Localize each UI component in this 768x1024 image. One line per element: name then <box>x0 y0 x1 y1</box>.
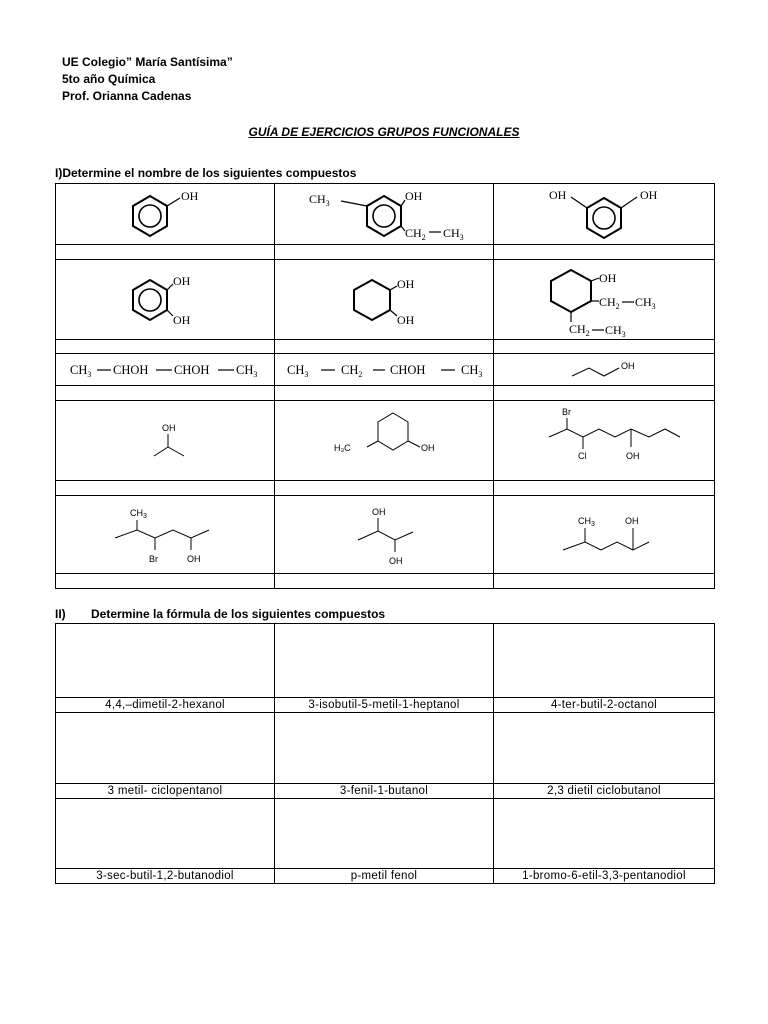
structure-resorcinol <box>494 184 715 245</box>
svg-text:OH: OH <box>187 553 201 564</box>
label-ch2: $CH_2$ <box>569 321 590 338</box>
answer-cell[interactable] <box>494 481 715 496</box>
structure-bromo-chloro-octanol <box>494 401 715 481</box>
page-title: GUÍA DE EJERCICIOS GRUPOS FUNCIONALES <box>248 125 520 139</box>
formula-answer-cell[interactable] <box>275 713 494 784</box>
compound-name: 3 metil- ciclopentanol <box>56 784 275 799</box>
label-ch3: $CH_3$ <box>309 192 330 208</box>
svg-text:CH3: $CH_3$ <box>130 507 147 520</box>
answer-cell[interactable] <box>56 481 275 496</box>
label-oh: OH <box>549 188 567 202</box>
structure-butanediol-condensed <box>56 354 275 386</box>
svg-text:CH3: $CH_3$ <box>69 362 91 379</box>
formula-answer-cell[interactable] <box>275 624 494 698</box>
svg-text:OH: OH <box>625 515 639 526</box>
structure-ethyl-methyl-phenol <box>275 184 494 245</box>
compound-name: 1-bromo-6-etil-3,3-pentanodiol <box>494 869 715 884</box>
svg-text:OH: OH <box>421 442 435 453</box>
svg-text:CH3: $CH_3$ <box>460 362 482 379</box>
section-2-table <box>55 623 715 884</box>
structure-bromo-methyl-hexanol <box>56 496 275 574</box>
label-ch3: $CH_3$ <box>635 294 656 311</box>
svg-text:Cl: Cl <box>578 450 587 461</box>
label-oh: OH <box>599 270 617 285</box>
answer-cell[interactable] <box>56 340 275 354</box>
section-2-numeral: II) <box>55 607 66 621</box>
section-2-heading: Determine la fórmula de los siguientes compuestos <box>91 607 386 621</box>
answer-cell[interactable] <box>275 340 494 354</box>
answer-cell[interactable] <box>275 245 494 260</box>
label-ch2: $CH_2$ <box>405 226 426 242</box>
svg-text:Br: Br <box>149 553 158 564</box>
label-oh: OH <box>397 276 415 291</box>
compound-name: 3-fenil-1-butanol <box>275 784 494 799</box>
structure-diethyl-cyclohexanol <box>494 260 715 340</box>
teacher-name: Prof. Orianna Cadenas <box>62 89 192 103</box>
formula-answer-cell[interactable] <box>494 713 715 784</box>
svg-text:CHOH: CHOH <box>389 362 425 377</box>
svg-text:OH: OH <box>620 360 634 371</box>
label-ch2: $CH_2$ <box>599 294 620 311</box>
section-1-heading: I)Determine el nombre de los siguientes compuestos <box>55 166 357 180</box>
section-1-table <box>55 183 715 589</box>
label-oh: OH <box>173 273 191 288</box>
course-name: 5to año Química <box>62 72 156 86</box>
svg-text:H₃C: H₃C <box>334 442 351 453</box>
formula-answer-cell[interactable] <box>56 713 275 784</box>
structure-catechol <box>56 260 275 340</box>
compound-name: p-metil fenol <box>275 869 494 884</box>
structure-methyl-hexanol-skeletal <box>494 496 715 574</box>
label-oh: OH <box>173 312 191 327</box>
structure-cyclohexanediol <box>275 260 494 340</box>
svg-text:CHOH: CHOH <box>112 362 148 377</box>
label-oh: OH <box>397 312 415 327</box>
svg-text:CH3: $CH_3$ <box>235 362 257 379</box>
svg-text:CH3: $CH_3$ <box>578 515 595 528</box>
structure-butanol-condensed <box>275 354 494 386</box>
structure-methylcyclohexanol <box>275 401 494 481</box>
svg-text:Br: Br <box>562 406 571 417</box>
answer-cell[interactable] <box>56 574 275 589</box>
compound-name: 2,3 dietil ciclobutanol <box>494 784 715 799</box>
header-block <box>62 54 233 105</box>
answer-cell[interactable] <box>494 340 715 354</box>
school-name: UE Colegio” María Santísima” <box>62 55 233 69</box>
answer-cell[interactable] <box>275 574 494 589</box>
structure-phenol <box>56 184 275 245</box>
answer-cell[interactable] <box>275 481 494 496</box>
compound-name: 3-isobutil-5-metil-1-heptanol <box>275 698 494 713</box>
svg-text:OH: OH <box>372 506 386 517</box>
svg-text:CHOH: CHOH <box>173 362 209 377</box>
answer-cell[interactable] <box>56 386 275 401</box>
structure-isopropanol <box>56 401 275 481</box>
answer-cell[interactable] <box>275 386 494 401</box>
label-ch3: $CH_3$ <box>443 226 464 242</box>
formula-answer-cell[interactable] <box>494 624 715 698</box>
formula-answer-cell[interactable] <box>494 799 715 869</box>
compound-name: 3-sec-butil-1,2-butanodiol <box>56 869 275 884</box>
formula-answer-cell[interactable] <box>275 799 494 869</box>
compound-name: 4,4,–dimetil-2-hexanol <box>56 698 275 713</box>
answer-cell[interactable] <box>494 245 715 260</box>
svg-text:CH2: $CH_2$ <box>340 362 362 379</box>
formula-answer-cell[interactable] <box>56 799 275 869</box>
compound-name: 4-ter-butil-2-octanol <box>494 698 715 713</box>
label-oh: OH <box>405 189 423 203</box>
svg-text:OH: OH <box>389 555 403 566</box>
label-oh: OH <box>640 188 658 202</box>
svg-text:OH: OH <box>626 450 640 461</box>
answer-cell[interactable] <box>494 386 715 401</box>
answer-cell[interactable] <box>56 245 275 260</box>
structure-butanediol-skeletal <box>275 496 494 574</box>
svg-text:OH: OH <box>162 422 176 433</box>
svg-text:CH3: $CH_3$ <box>286 362 308 379</box>
label-ch3: $CH_3$ <box>605 322 626 338</box>
formula-answer-cell[interactable] <box>56 624 275 698</box>
structure-propanol-skeletal <box>494 354 715 386</box>
answer-cell[interactable] <box>494 574 715 589</box>
label-oh: OH <box>181 189 199 203</box>
